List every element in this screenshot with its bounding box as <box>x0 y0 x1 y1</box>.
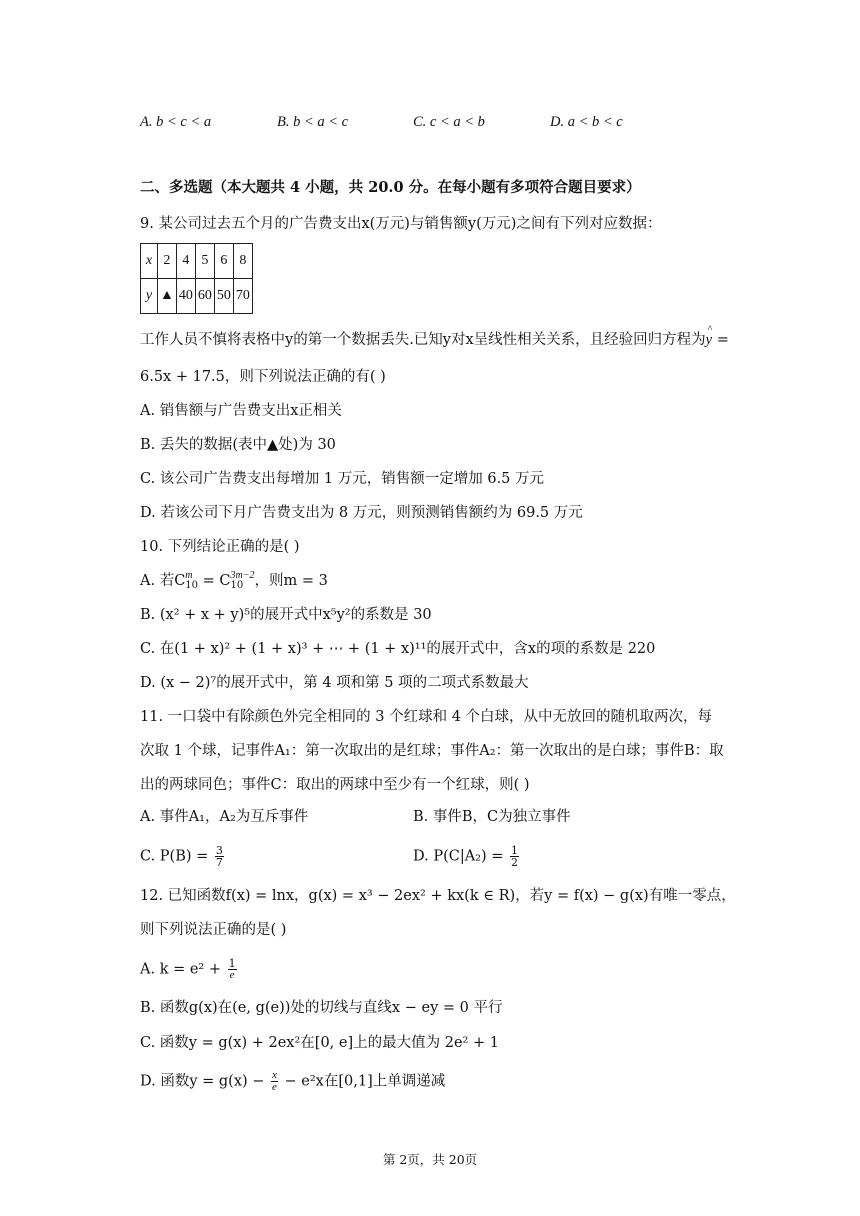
q11-line-1: 11. 一口袋中有除颜色外完全相同的 3 个红球和 4 个白球，从中无放回的随机取两次，每 <box>140 709 713 725</box>
q9-data-table <box>140 243 253 314</box>
q11-d-den: 2 <box>511 856 519 869</box>
q11-c-num: 3 <box>215 844 223 857</box>
section-title: 二、多选题（本大题共 4 小题，共 20.0 分。在每小题有多项符合题目要求） <box>140 179 641 196</box>
q12-a-num: 1 <box>228 957 236 970</box>
q12-option-a <box>140 958 239 981</box>
table-row <box>141 244 253 279</box>
q10-a-script2 <box>231 571 255 591</box>
q11-option-c <box>140 845 226 868</box>
option-c: C. c < a < b <box>413 114 485 130</box>
table-cell: 70 <box>233 279 252 314</box>
q11-line-3: 出的两球同色；事件C：取出的两球中至少有一个红球，则( ) <box>140 777 530 793</box>
q11-option-d <box>413 845 521 868</box>
q10-option-b: B. (x² + x + y)⁵的展开式中x⁵y²的系数是 30 <box>140 607 432 623</box>
table-cell: 5 <box>195 244 214 279</box>
q12-option-d <box>140 1070 445 1093</box>
q12-a-pre: A. k = e² + <box>140 961 226 978</box>
q11-line-2: 次取 1 个球，记事件A₁：第一次取出的是红球；事件A₂：第一次取出的是白球；事件B：取 <box>140 743 724 759</box>
q9-text-1 <box>140 330 729 350</box>
q11-d-pre: D. P(C|A₂) = <box>413 848 509 865</box>
q12-d-den: e <box>272 1081 277 1093</box>
q10-a-post: ，则m = 3 <box>254 573 328 589</box>
q11-c-pre: C. P(B) = <box>140 848 213 865</box>
q11-c-fraction <box>215 845 224 868</box>
q10-option-a <box>140 571 328 591</box>
q9-option-d: D. 若该公司下月广告费支出为 8 万元，则预测销售额约为 69.5 万元 <box>140 505 583 521</box>
q10-stem: 10. 下列结论正确的是( ) <box>140 539 300 555</box>
q10-a-mid: = C <box>198 573 231 589</box>
q12-line-2: 则下列说法正确的是( ) <box>140 922 287 938</box>
page-footer: 第 2页，共 20页 <box>382 1152 478 1167</box>
q9-option-c: C. 该公司广告费支出每增加 1 万元，销售额一定增加 6.5 万元 <box>140 471 545 487</box>
q10-a-sub1: 10 <box>185 580 199 591</box>
table-cell: 50 <box>214 279 233 314</box>
q9-option-b: B. 丢失的数据(表中▲处)为 30 <box>140 437 336 453</box>
q10-a-sup2: 3m−2 <box>230 570 255 581</box>
q11-option-a: A. 事件A₁，A₂为互斥事件 <box>140 809 309 825</box>
q11-d-num: 1 <box>511 844 519 857</box>
q10-a-pre: A. 若C <box>140 573 186 589</box>
q9-option-a: A. 销售额与广告费支出x正相关 <box>140 403 342 419</box>
q12-d-num: x <box>272 1069 277 1081</box>
q11-d-fraction <box>510 845 519 868</box>
q10-option-d: D. (x − 2)⁷的展开式中，第 4 项和第 5 项的二项式系数最大 <box>140 675 529 691</box>
q9-stem: 9. 某公司过去五个月的广告费支出x(万元)与销售额y(万元)之间有下列对应数据： <box>140 216 662 232</box>
q9-yhat: ^ y <box>706 330 712 350</box>
q12-d-pre: D. 函数y = g(x) − <box>140 1073 270 1090</box>
option-a: A. b < c < a <box>140 114 212 130</box>
option-d: D. a < b < c <box>550 114 623 130</box>
q12-a-fraction <box>228 958 237 981</box>
table-cell: ▲ <box>158 279 177 314</box>
q10-a-sup1: m <box>185 570 193 581</box>
table-cell: 40 <box>176 279 195 314</box>
q10-a-script1 <box>185 571 198 591</box>
table-cell: 4 <box>176 244 195 279</box>
table-cell: 2 <box>158 244 177 279</box>
q10-option-c: C. 在(1 + x)² + (1 + x)³ + ⋯ + (1 + x)¹¹的展开式中，含x的项的系数是 220 <box>140 641 656 657</box>
q12-a-den: e <box>229 969 235 981</box>
table-cell: 8 <box>233 244 252 279</box>
table-cell: 6 <box>214 244 233 279</box>
option-b: B. b < a < c <box>277 114 349 130</box>
table-row <box>141 279 253 314</box>
q11-option-b: B. 事件B，C为独立事件 <box>413 809 571 825</box>
q10-a-sub2: 10 <box>230 580 244 591</box>
q11-c-den: 7 <box>215 856 223 869</box>
q12-line-1: 12. 已知函数f(x) = lnx，g(x) = x³ − 2ex² + kx(k ∈ R)，若y = f(x) − g(x)有唯一零点， <box>140 888 736 904</box>
q9-eq-tail: = <box>712 332 729 348</box>
q12-d-fraction <box>271 1070 278 1093</box>
q9-text-2: 6.5x + 17.5，则下列说法正确的有( ) <box>140 369 386 385</box>
table-cell: 60 <box>195 279 214 314</box>
q12-option-c: C. 函数y = g(x) + 2ex²在[0, e]上的最大值为 2e² + 1 <box>140 1035 499 1051</box>
table-cell: x <box>141 244 158 279</box>
q9-text1-content: 工作人员不慎将表格中y的第一个数据丢失.已知y对x呈线性相关关系，且经验回归方程为 <box>140 332 706 348</box>
q12-d-post: − e²x在[0,1]上单调递减 <box>279 1073 446 1090</box>
q12-option-b: B. 函数g(x)在(e, g(e))处的切线与直线x − ey = 0 平行 <box>140 1000 503 1016</box>
table-cell: y <box>141 279 158 314</box>
